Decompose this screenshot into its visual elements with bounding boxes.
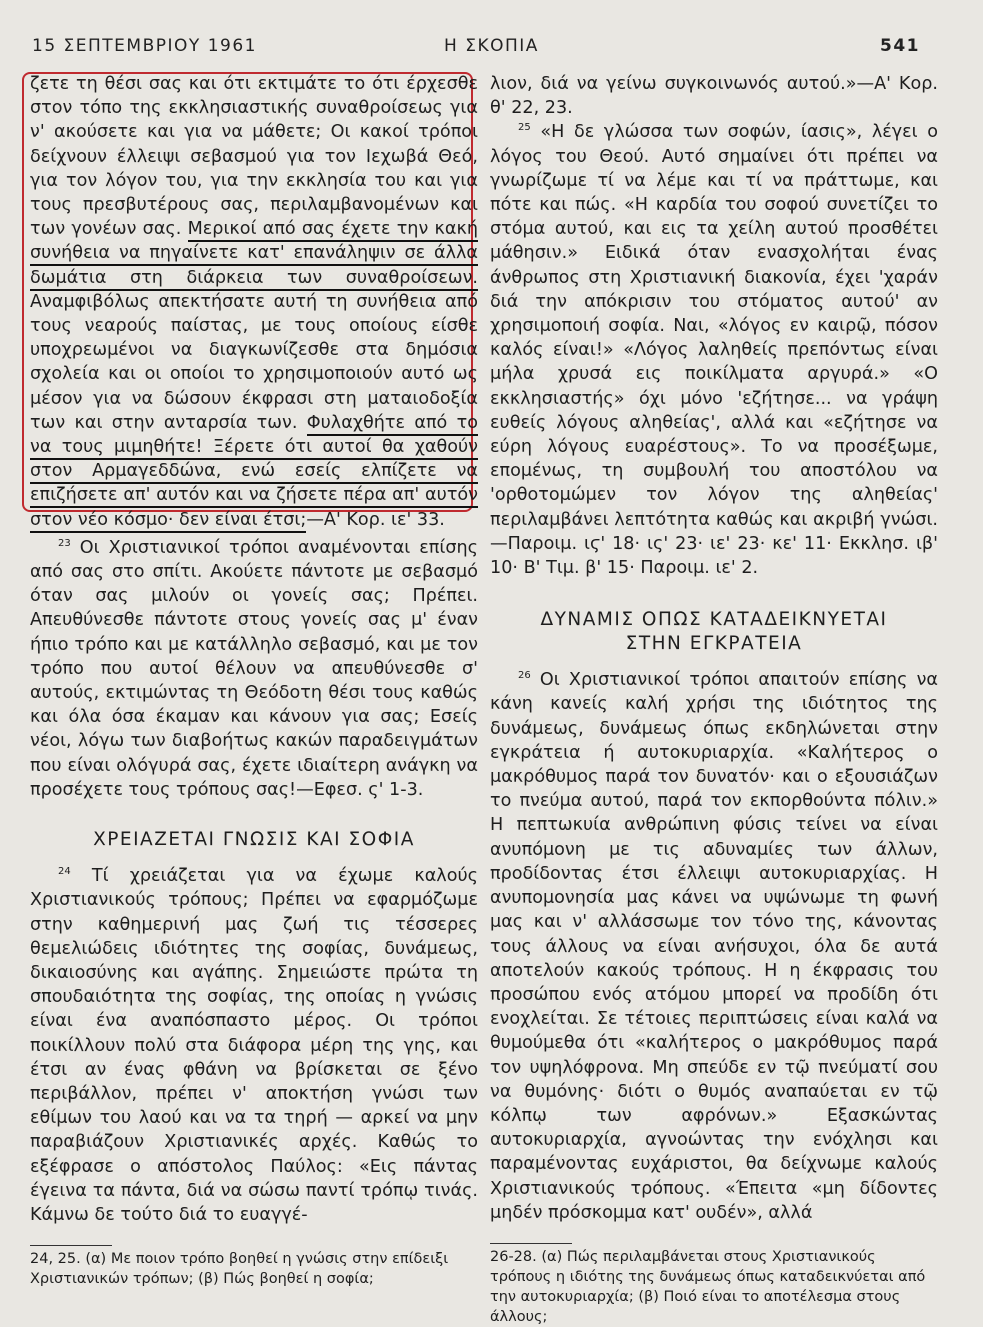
left-column	[30, 72, 478, 1289]
right-column	[490, 72, 938, 1327]
underlined-passage-2: Φυλαχθήτε από το να τους μιμηθήτε! Ξέρετε ότι αυτοί θα χαθούν στον Αρμαγεδδώνα, ενώ εσείς ελπίζετε να επιζήσετε απ' αυτόν και να ζήσετε πέρα απ' αυτόν στον νέο κόσμο· δεν είναι έτσι;	[30, 413, 478, 533]
paragraph-26-text: Οι Χριστιανικοί τρόποι απαιτούν επίσης να κάνη κανείς καλή χρήσι της ιδιότητος της δυνάμεως, δυνάμεως όπως εκδηλώνεται στην εγκράτεια ή αυτοκυριαρχία. «Καλήτερος ο μακρόθυμος παρά τον δυνατόν· και ο εξουσιάζων το πνεύμα αυτού, παρά τον εκπορθούντα πόλιν.» Η πεπτωκυία ανθρώπινη φύσις τείνει να είναι ανυπόμονη με τις αδυναμίες των άλλων, προδίδοντας έτσι έλλειψι αυτοκυριαρχίας. Η ανυπομονησία μας κάνει να υψώνωμε τη φωνή μας και ν' αλλάσσωμε τον τόνο της, κάνοντας τους άλλους να είναι ανήσυχοι, όλα δε αυτά αποτελούν κακούς τρόπους. Η η έκφρασις του προσώπου ενός ατόμου μπορεί να προδίδη ότι ενοχλείται. Σε τέτοιες περιπτώσεις είναι καλά να θυμούμεθα ότι «καλήτερος ο μακρόθυμος παρά τον υψηλόφρονα. Μη σπεύδε εν τῷ πνεύματί σου να θυμόνης· διότι ο θυμός αναπαύεται εν τῷ κόλπῳ των αφρόνων.» Εξασκώντας αυτοκυριαρχία, αγνοώντας την ενόχλησι και παραμένοντας ευχάριστοι, θα δείχνωμε καλούς Χριστιανικούς τρόπους. «Έπειτα «μη δίδοντες μηδέν πρόσκομμα κατ' ουδέν», αλλά	[490, 670, 938, 1223]
section-heading-knowledge: ΧΡΕΙΑΖΕΤΑΙ ΓΝΩΣΙΣ ΚΑΙ ΣΟΦΙΑ	[93, 829, 415, 851]
paragraph-25	[490, 120, 938, 580]
heading-line-1: ΔΥΝΑΜΙΣ ΟΠΩΣ ΚΑΤΑΔΕΙΚΝΥΕΤΑΙ	[540, 609, 888, 631]
paragraph-26	[490, 668, 938, 1225]
page-number: 541	[880, 36, 920, 56]
section-heading-power	[490, 608, 938, 656]
paragraph-24-continued: λιον, διά να γείνω συγκοινωνός αυτού.»—Α' Κορ. θ' 22, 23.	[490, 74, 938, 119]
paragraph-number: 24	[58, 866, 71, 878]
study-questions-24-25: 24, 25. (α) Με ποιον τρόπο βοηθεί η γνώσις στην επίδειξι Χριστιανικών τρόπων; (β) Πώς βοηθεί η σοφία;	[30, 1251, 449, 1288]
scripture-ref: —Α' Κορ. ιε' 33.	[306, 509, 445, 530]
paragraph-25-text: «Η δε γλώσσα των σοφών, ίασις», λέγει ο λόγος του Θεού. Αυτό σημαίνει ότι πρέπει να γνωρίζωμε τί να λέμε και τί να πράττωμε, και πότε και πώς. «Η καρδία του σοφού συνετίζει το στόμα αυτού, και εις τα χείλη αυτού προσθέτει μάθησιν.» Ειδικά όταν ενασχολήται ένας άνθρωπος στη Χριστιανική διακονία, έχει 'χαράν διά την απόκρισιν του στόματος αυτού' αν χρησιμοποιή σοφία. Ναι, «λόγος εν καιρῷ, πόσον καλός είναι!» «Λόγος λαληθείς πρεπόντως είναι μήλα χρυσά εις ποικίλματα αργυρά.» «Ο εκκλησιαστής» όχι μόνο 'εζήτησε... να γράψη ευθείς λόγους αληθείας', αλλά και «εζήτησε να εύρη λόγους ευαρέστους». Το να προσέξωμε, επομένως, τη συμβουλή του αποστόλου να 'ορθοτομώμεν τον λόγον της αληθείας' περιλαμβάνει λεπτότητα καθώς και ακριβή γνώσι.—Παροιμ. ιϛ' 18· ις' 23· ιε' 23· κε' 11· Εκκλησ. ιβ' 10· Β' Τιμ. β' 15· Παροιμ. ιε' 2.	[490, 122, 938, 579]
paragraph-24-text: Τί χρειάζεται για να έχωμε καλούς Χριστιανικούς τρόπους; Πρέπει να εφαρμόζωμε στην καθημερινή μας ζωή τις τέσσερες θεμελιώδεις ιδιότητες της σοφίας, δυνάμεως, δικαιοσύνης και αγάπης. Σημειώστε πρώτα τη σπουδαιότητα της σοφίας, της οποίας η γνώσις είναι ένα αναπόσπαστο μέρος. Οι τρόποι ποικίλλουν πολύ στα διάφορα μέρη της γης, και έτσι αν ένας φθάνη να βρίσκεται σε ξένο περιβάλλον, πρέπει ν' αποκτήση γνώσι των εθίμων του λαού και να τα τηρή — αρκεί να μην παραβιάζουν Χριστιανικές αρχές. Καθώς το εξέφρασε ο απόστολος Παύλος: «Εις πάντας έγεινα τα πάντα, διά να σώσω παντί τρόπῳ τινάς. Κάμνω δε τούτο διά το ευαγγέ-	[30, 866, 478, 1225]
paragraph-number: 23	[58, 538, 71, 549]
paragraph-23	[30, 536, 478, 802]
paragraph-22-text-2: Αναμφιβόλως απεκτήσατε αυτή τη συνήθεια από τους νεαρούς παίστας, με τους οποίους είσθε υποχρεωμένοι να διαγκωνίζεσθε στα δημόσια σχολεία και οι οποίοι το χρησιμοποιούν αυτό ως μέσον για να δώσουν έκφρασι στη ματαιοδοξία των και στην ανταρσία των.	[30, 291, 478, 433]
paragraph-22-text: ζετε τη θέσι σας και ότι εκτιμάτε το ότι έρχεσθε στον τόπο της εκκλησιαστικής συναθροίσεως για ν' ακούσετε και για να μάθετε; Οι κακοί τρόποι δείχνουν έλλειψι σεβασμού για τον Ιεχωβά Θεό, για τον λόγον του, για την εκκλησία του και για τους πρεσβυτέρους σας, περιλαμβανομένων και των γονέων σας.	[30, 74, 478, 240]
paragraph-22	[30, 72, 478, 532]
paragraph-23-text: Οι Χριστιανικοί τρόποι αναμένονται επίσης από σας στο σπίτι. Ακούετε πάντοτε με σεβασμό όταν σας μιλούν οι γονείς σας; Πρέπει. Απευθύνεσθε πάντοτε στους γονείς σας μ' έναν ήπιο τρόπο και με κατάλληλο σεβασμό, και με τον τρόπο που αυτοί θέλουν να απευθύνεσθε σ' αυτούς, εκτιμώντας τη Θεόδοτη θέσι τους καθώς και όλα όσα έκαμαν και κάνουν για σας; Εσείς νέοι, λόγω των διαβοήτως κακών παραδειγμάτων που είναι ολόγυρά σας, έχετε ιδιαίτερη ανάγκη να προσέχετε τους τρόπους σας!—Εφεσ. ς' 1-3.	[30, 537, 478, 800]
study-questions-26-28: 26-28. (α) Πώς περιλαμβάνεται στους Χριστιανικούς τρόπους η ιδιότης της δυνάμεως όπως καταδεικνύεται από την αυτοκυριαρχία; (β) Ποιό είναι το αποτέλεσμα στους άλλους;	[490, 1248, 926, 1325]
paragraph-number: 26	[518, 670, 531, 682]
heading-line-2: ΣΤΗΝ ΕΓΚΡΑΤΕΙΑ	[625, 633, 803, 655]
issue-date: 15 ΣΕΠΤΕΜΒΡΙΟΥ 1961	[32, 36, 257, 56]
paragraph-24	[30, 864, 478, 1227]
footnote-divider	[30, 1245, 112, 1246]
magazine-title: Η ΣΚΟΠΙΑ	[444, 36, 539, 56]
underlined-passage-1: Μερικοί από σας έχετε την κακή συνήθεια να πηγαίνετε κατ' επανάληψιν σε άλλα δωμάτια στη διάρκεια των συναθροίσεων.	[30, 219, 478, 290]
paragraph-number: 25	[518, 122, 531, 134]
footnote-divider	[490, 1243, 572, 1244]
